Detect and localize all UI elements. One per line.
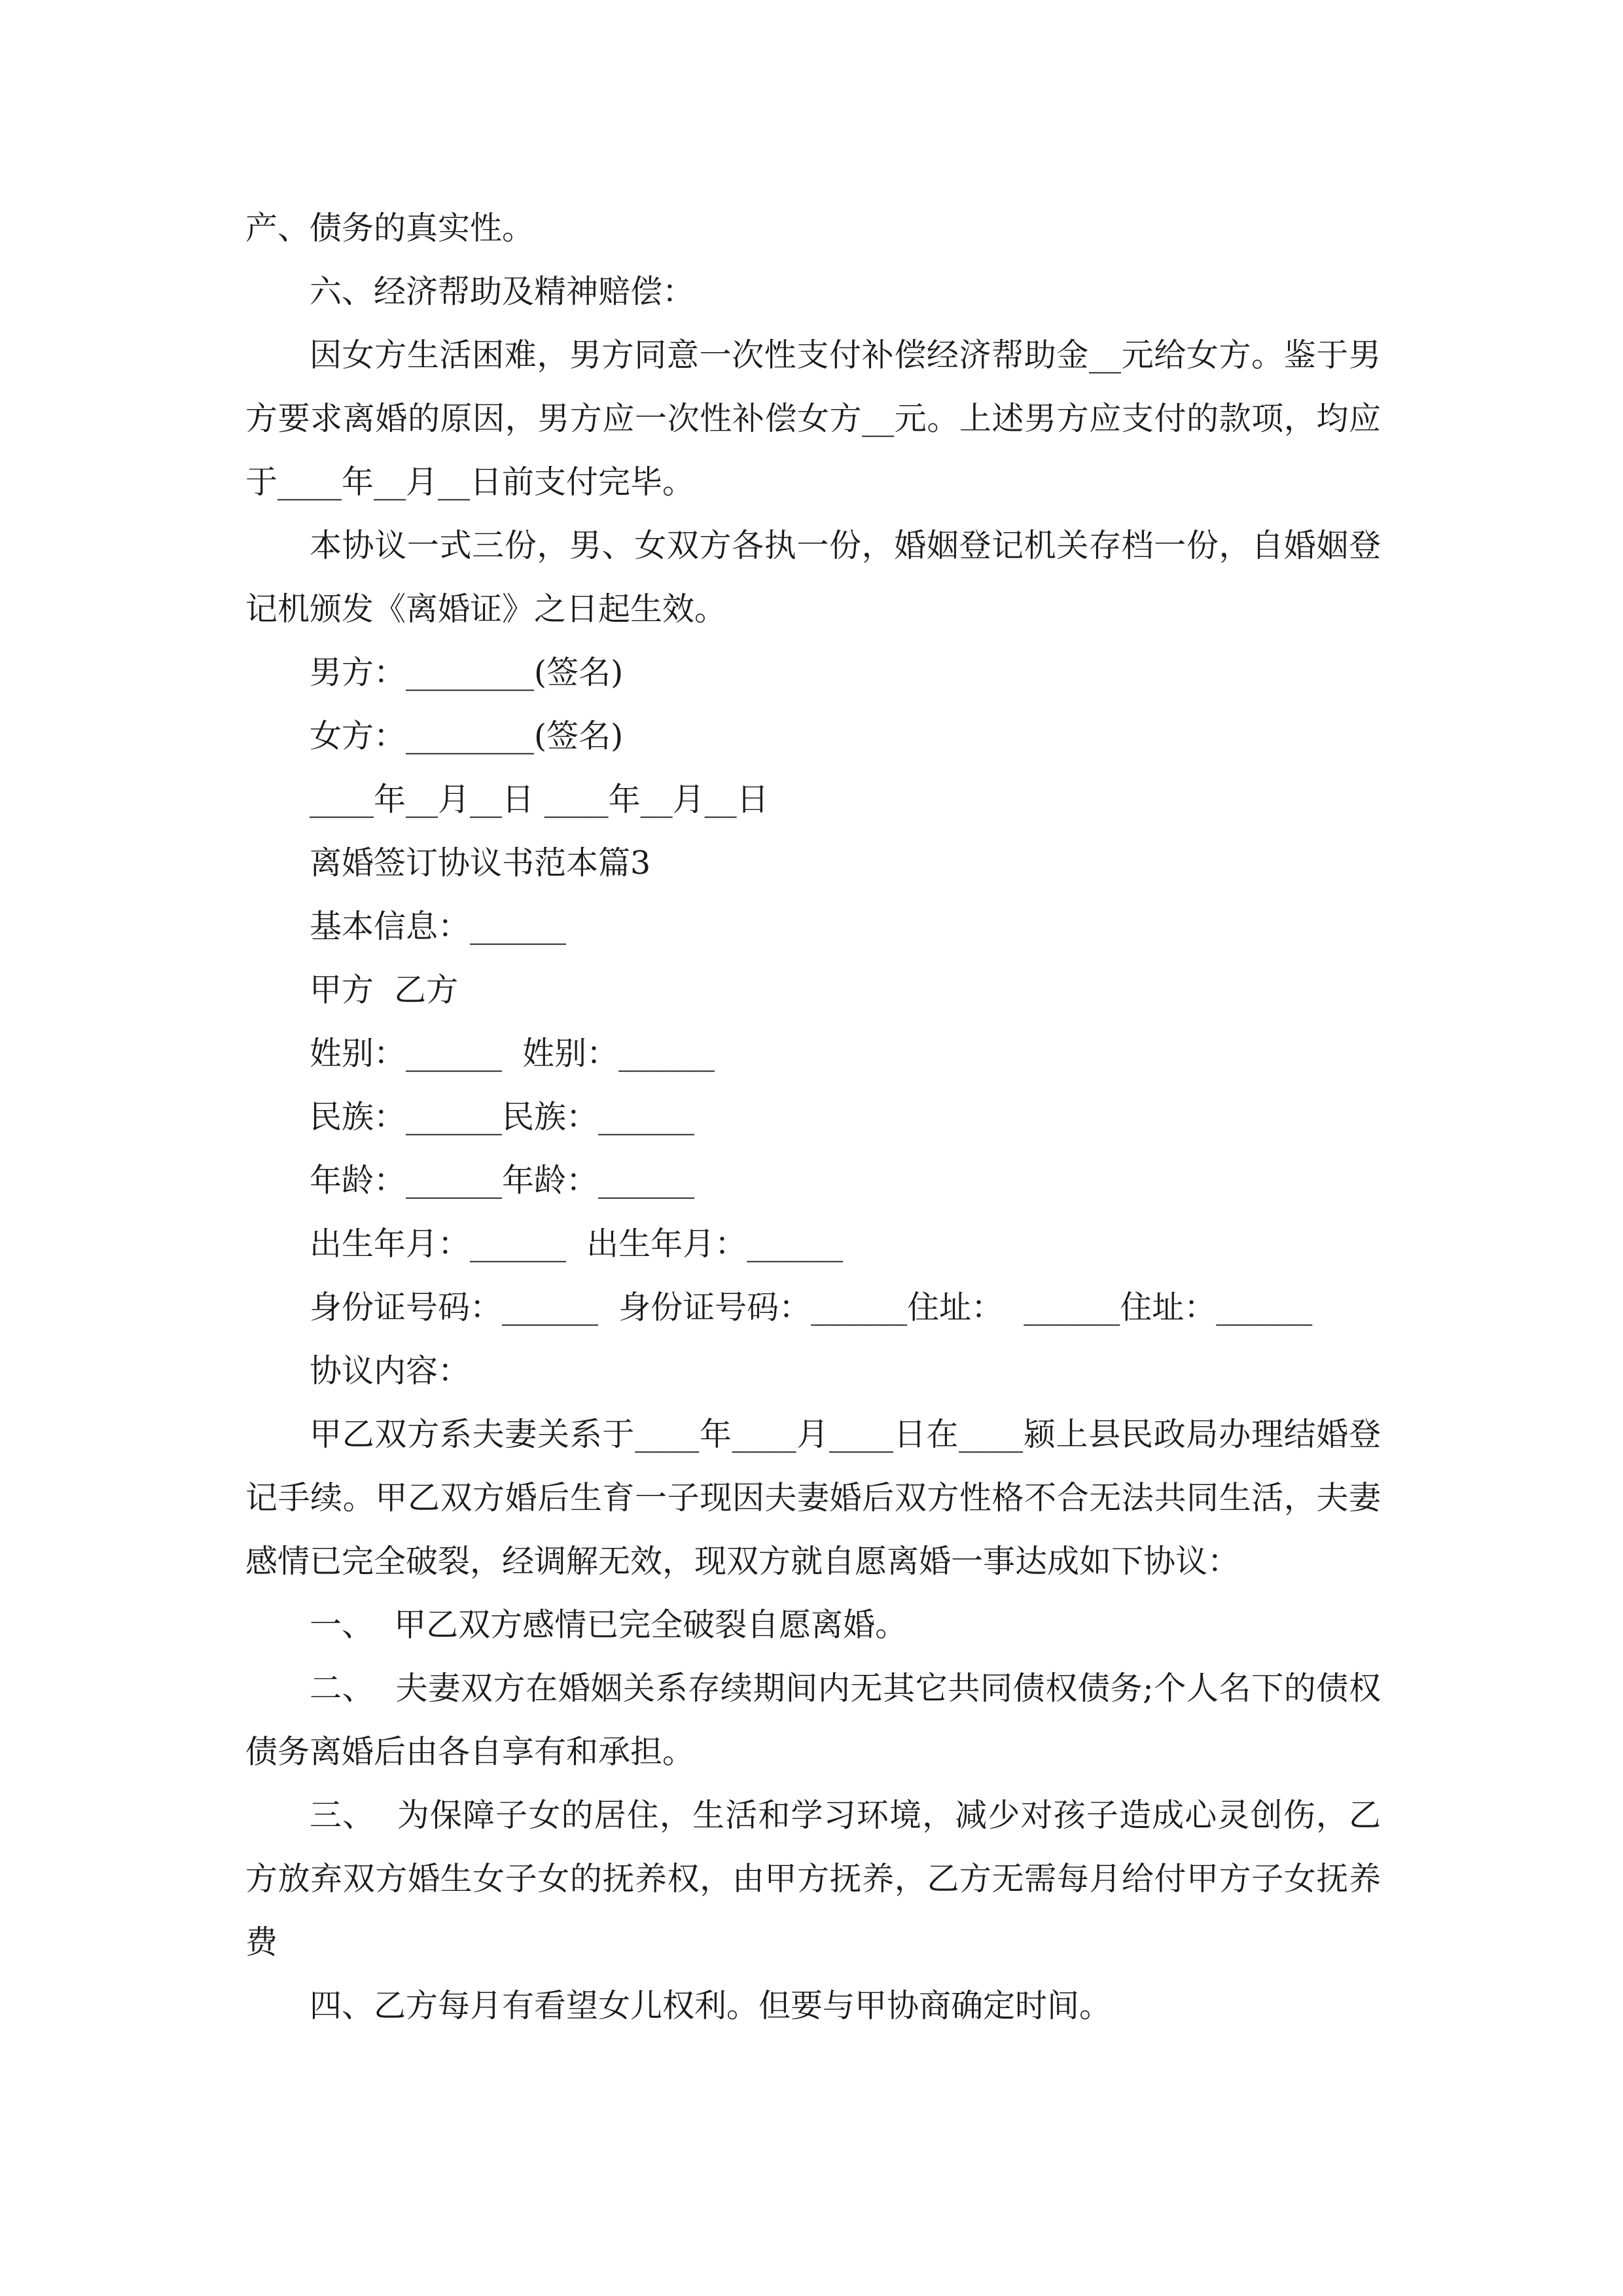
clause-1: 一、 甲乙双方感情已完全破裂自愿离婚。 xyxy=(310,1606,908,1643)
signature-line-male: 男方：________(签名) xyxy=(310,654,624,691)
clause-3: 三、 为保障子女的居住，生活和学习环境，减少对孩子造成心灵创伤，乙方放弃双方婚生女子女的抚养权，由甲方抚养，乙方无需每月给付甲方子女抚养费 xyxy=(245,1797,1381,1961)
ethnicity-line: 民族：______民族：______ xyxy=(310,1098,695,1136)
paragraph: 本协议一式三份，男、女双方各执一份，婚姻登记机关存档一份，自婚姻登记机颁发《离婚证》之日起生效。 xyxy=(245,527,1381,628)
parties-line: 甲方 乙方 xyxy=(310,971,459,1009)
section-heading: 六、经济帮助及精神赔偿： xyxy=(310,273,695,310)
signature-line-female: 女方：________(签名) xyxy=(310,717,624,755)
agreement-content-heading: 协议内容： xyxy=(310,1352,471,1390)
clause-2: 二、 夫妻双方在婚姻关系存续期间内无其它共同债权债务;个人名下的债权债务离婚后由各自享有和承担。 xyxy=(245,1670,1381,1770)
id-address-line: 身份证号码：______ 身份证号码：______住址： ______住址：______ xyxy=(310,1289,1313,1326)
gender-line: 姓别：______ 姓别：______ xyxy=(310,1035,715,1072)
section-title: 离婚签订协议书范本篇3 xyxy=(310,844,651,882)
document-body xyxy=(245,196,1381,2037)
paragraph: 甲乙双方系夫妻关系于____年____月____日在____颍上县民政局办理结婚登记手续。甲乙双方婚后生育一子现因夫妻婚后双方性格不合无法共同生活，夫妻感情已完全破裂，经调解无效，现双方就自愿离婚一事达成如下协议： xyxy=(245,1416,1381,1580)
basic-info-line: 基本信息：______ xyxy=(310,908,567,945)
date-line: ____年__月__日 ____年__月__日 xyxy=(310,781,769,818)
birth-date-line: 出生年月：______ 出生年月：______ xyxy=(310,1225,844,1263)
clause-4: 四、乙方每月有看望女儿权利。但要与甲协商确定时间。 xyxy=(310,1987,1112,2024)
paragraph: 产、债务的真实性。 xyxy=(245,209,535,247)
paragraph: 因女方生活困难，男方同意一次性支付补偿经济帮助金__元给女方。鉴于男方要求离婚的原因，男方应一次性补偿女方__元。上述男方应支付的款项，均应于____年__月__日前支付完毕。 xyxy=(245,336,1381,501)
age-line: 年龄：______年龄：______ xyxy=(310,1162,695,1199)
